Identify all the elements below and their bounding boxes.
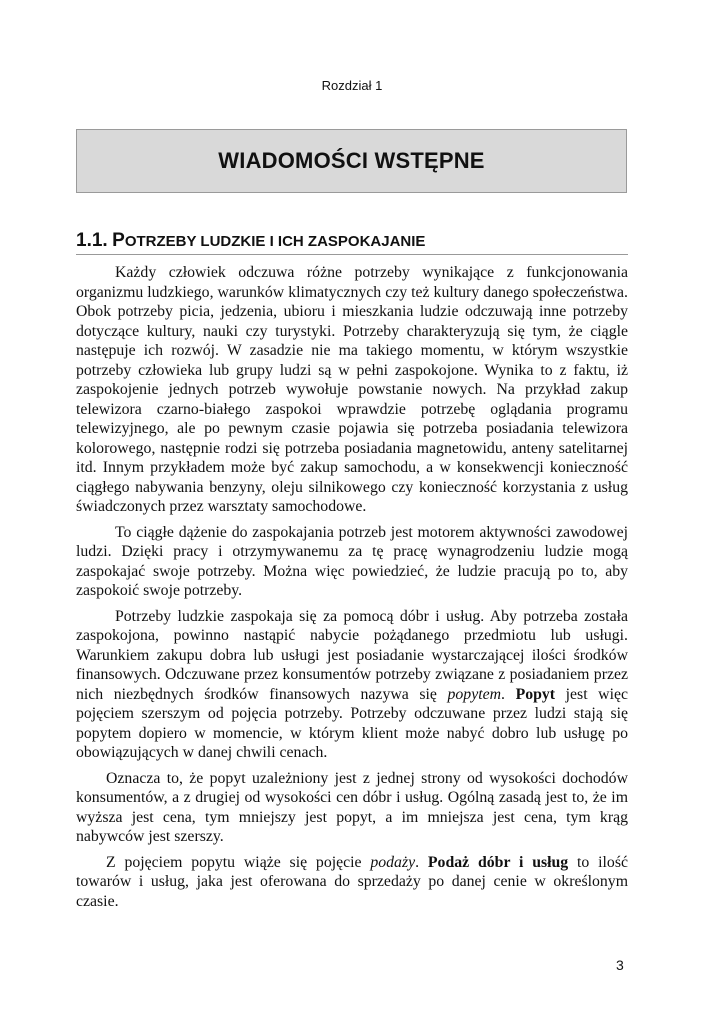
chapter-title-box	[76, 129, 627, 193]
term-popytem: popytem	[447, 685, 502, 703]
paragraph-5	[76, 853, 628, 912]
body-text	[76, 263, 628, 917]
paragraph-5-text-b: .	[415, 853, 428, 871]
paragraph-5-text-a: Z pojęciem popytu wiąże się pojęcie	[106, 853, 371, 871]
paragraph-3-text-a: Potrzeby ludzkie zaspokaja się za pomocą dóbr i usług. Aby potrzeba została zaspokojona, powinno nastąpić nabycie pożądanego przedmiotu lub usługi. Warunkiem zakupu dobra lub usługi jest posiadanie wystarczającej ilości środków finansowych. Odczuwane przez konsumentów potrzeby związane z posiadaniem przez nich niezbędnych środków finansowych nazywa się	[76, 607, 628, 703]
term-podaz-dobr-i-uslug: Podaż dóbr i usług	[427, 853, 569, 871]
chapter-label: Rozdział 1	[321, 78, 383, 93]
term-popyt: Popyt	[515, 685, 556, 703]
paragraph-3	[76, 607, 628, 763]
chapter-title: WIADOMOŚCI WSTĘPNE	[218, 148, 485, 173]
section-heading	[76, 230, 628, 255]
paragraph-2: To ciągłe dążenie do zaspokajania potrzeb jest motorem aktywności zawodowej ludzi. Dzięki pracy i otrzymywanemu za tę pracę wynagrodzeniu ludzie mogą zaspokajać swoje potrzeby. Można więc powiedzieć, że ludzie pracują po to, aby zaspokoić swoje potrzeby.	[76, 523, 628, 599]
paragraph-4: Oznacza to, że popyt uzależniony jest z jednej strony od wysokości dochodów konsumentów, a z drugiej od wysokości cen dóbr i usług. Ogólną zasadą jest to, że im wyższa jest cena, tym mniejszy jest popyt, a im mniejsza jest cena, tym krąg nabywców jest szerszy.	[76, 769, 628, 845]
paragraph-3-text-b: .	[501, 685, 516, 703]
paragraph-5-text-c: to ilość towarów i usług, jaka jest oferowana do sprzedaży po danej cenie w określonym czasie.	[76, 853, 628, 910]
paragraph-3-text-c: jest więc pojęciem szerszym od pojęcia potrzeby. Potrzeby odczuwane przez ludzi stają się popytem dopiero w momencie, w którym klient może nabyć dobro lub usługę po obowiązujących w danej chwili cenach.	[76, 685, 629, 761]
paragraph-1: Każdy człowiek odczuwa różne potrzeby wynikające z funkcjonowania organizmu ludzkiego, warunków klimatycznych czy też kultury danego społeczeństwa. Obok potrzeby picia, jedzenia, ubioru i mieszkania ludzie odczuwają inne potrzeby dotyczące kultury, nauki czy turystyki. Potrzeby charakteryzują się tym, że ciągle następuje ich rozwój. W zasadzie nie ma takiego momentu, w którym wszystkie potrzeby człowieka lub grupy ludzi są w pełni zaspokojone. Wynika to z faktu, iż zaspokojenie jednych potrzeb wywołuje powstanie nowych. Na przykład zakup telewizora czarno-białego zaspokoi wprawdzie potrzebę oglądania programu telewizyjnego, ale po pewnym czasie pojawia się potrzeba posiadania telewizora kolorowego, następnie rodzi się potrzeba posiadania magnetowidu, anteny satelitarnej itd. Innym przykładem może być zakup samochodu, a w konsekwencji konieczność ciągłego nabywania benzyny, oleju silnikowego czy konieczność korzystania z usług świadczonych przez warsztaty samochodowe.	[76, 264, 628, 515]
term-podazy: podaży	[370, 853, 416, 871]
section-title-rest: OTRZEBY LUDZKIE I ICH ZASPOKAJANIE	[124, 233, 426, 250]
section-title-initial: P	[112, 230, 125, 251]
section-number: 1.1.	[76, 230, 108, 251]
page-number: 3	[616, 957, 624, 973]
